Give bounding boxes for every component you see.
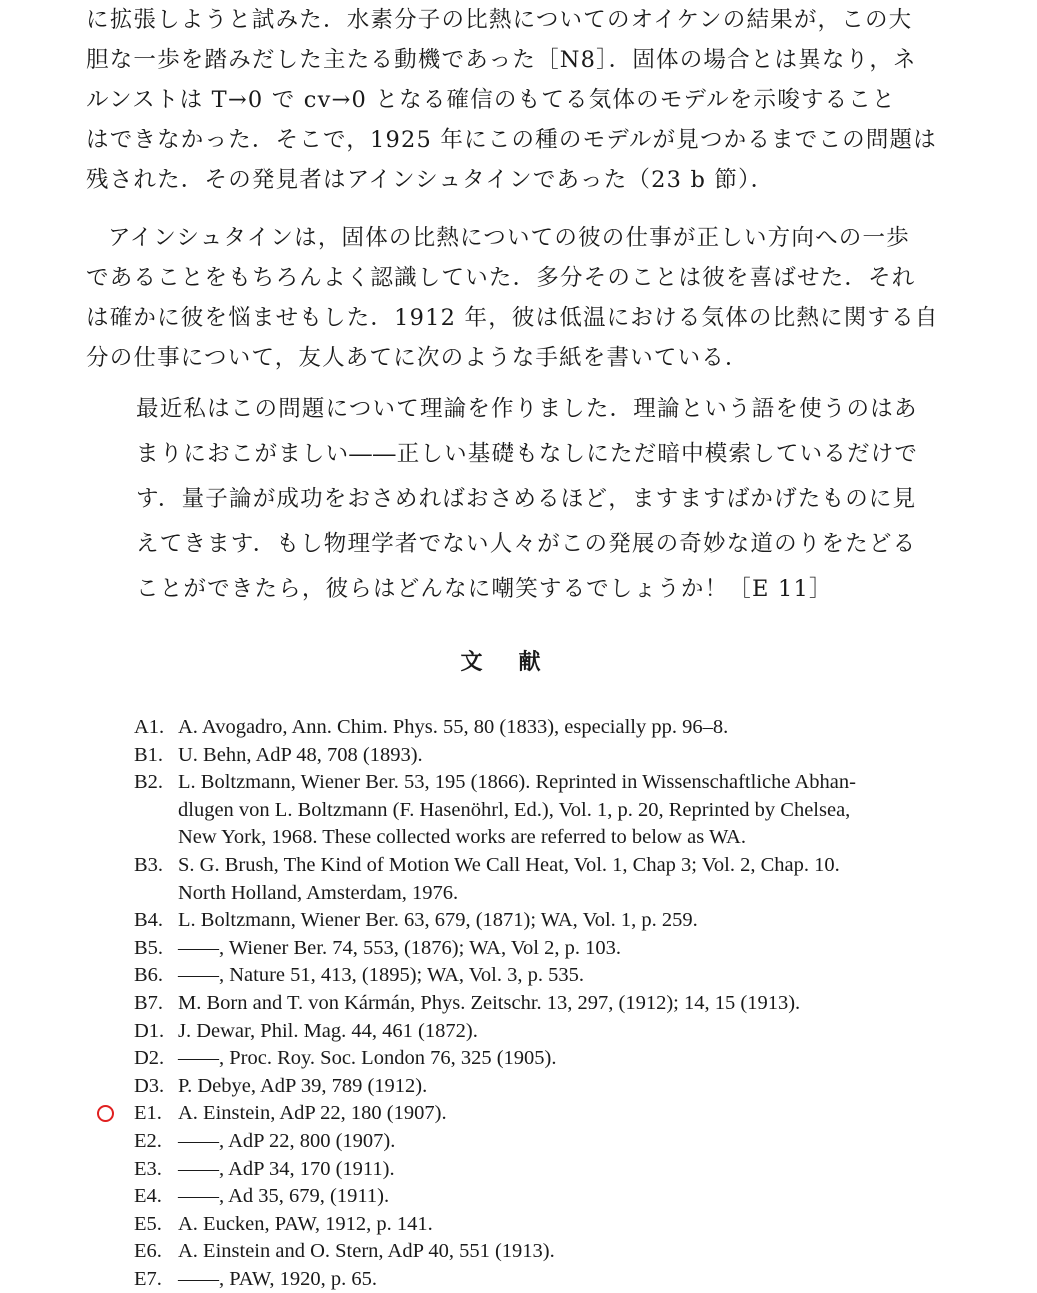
reference-line: P. Debye, AdP 39, 789 (1912). — [178, 1074, 428, 1097]
reference-line: ——, AdP 22, 800 (1907). — [178, 1129, 396, 1152]
reference-line: New York, 1968. These collected works are referred to below as WA. — [178, 826, 746, 849]
reference-line: J. Dewar, Phil. Mag. 44, 461 (1872). — [178, 1019, 478, 1042]
reference-item — [134, 1018, 954, 1046]
reference-key: B2. — [134, 771, 164, 794]
reference-item — [134, 1211, 954, 1239]
reference-list — [134, 714, 954, 1293]
reference-line: North Holland, Amsterdam, 1976. — [178, 881, 459, 904]
reference-key: D2. — [134, 1047, 165, 1070]
reference-line: ——, Ad 35, 679, (1911). — [178, 1185, 390, 1208]
reference-item — [134, 935, 954, 963]
reference-key: D3. — [134, 1074, 165, 1097]
reference-text — [178, 1156, 954, 1184]
reference-item — [134, 1045, 954, 1073]
reference-item — [134, 1156, 954, 1184]
reference-item — [134, 1100, 954, 1128]
reference-key: B6. — [134, 964, 164, 987]
reference-text — [178, 935, 954, 963]
reference-item — [134, 714, 954, 742]
reference-key: B3. — [134, 853, 164, 876]
reference-line: ——, Wiener Ber. 74, 553, (1876); WA, Vol 2, p. 103. — [178, 936, 621, 959]
reference-text — [178, 1128, 954, 1156]
quote-line: す．量子論が成功をおさめればおさめるほど，ますますばかげたものに見 — [136, 486, 917, 512]
section-heading-references: 文献 — [460, 650, 577, 675]
text-line: ルンストは T→0 で cv→0 となる確信のもてる気体のモデルを示唆すること — [86, 87, 896, 113]
reference-line: ——, PAW, 1920, p. 65. — [178, 1267, 378, 1290]
reference-item — [134, 1073, 954, 1101]
reference-line: L. Boltzmann, Wiener Ber. 53, 195 (1866). Reprinted in Wissenschaftliche Abhan- — [178, 771, 856, 794]
reference-text — [178, 1100, 954, 1128]
text-line: 残された．その発見者はアインシュタインであった（23 b 節）． — [86, 167, 775, 193]
reference-line: U. Behn, AdP 48, 708 (1893). — [178, 743, 423, 766]
reference-item — [134, 1266, 954, 1293]
reference-text — [178, 742, 954, 770]
reference-text — [178, 1183, 954, 1211]
paragraph-intro — [86, 0, 956, 200]
reference-key: B7. — [134, 991, 164, 1014]
reference-text — [178, 990, 954, 1018]
reference-key: E3. — [134, 1157, 162, 1180]
reference-key: E5. — [134, 1212, 162, 1235]
text-line: アインシュタインは，固体の比熱についての彼の仕事が正しい方向への一歩 — [108, 225, 910, 251]
reference-text — [178, 1238, 954, 1266]
reference-item — [134, 742, 954, 770]
reference-key: D1. — [134, 1019, 165, 1042]
reference-text — [178, 769, 954, 852]
reference-item — [134, 769, 954, 852]
reference-text — [178, 1266, 954, 1293]
reference-item — [134, 962, 954, 990]
reference-line: A. Eucken, PAW, 1912, p. 141. — [178, 1212, 433, 1235]
red-circle-marker — [97, 1105, 114, 1122]
reference-item — [134, 990, 954, 1018]
text-line: 分の仕事について，友人あてに次のような手紙を書いている． — [86, 345, 749, 371]
reference-text — [178, 852, 954, 907]
reference-item — [134, 907, 954, 935]
text-line: は確かに彼を悩ませもした．1912 年，彼は低温における気体の比熱に関する自 — [86, 305, 939, 331]
text-line: はできなかった．そこで，1925 年にこの種のモデルが見つかるまでこの問題は — [86, 127, 937, 153]
reference-line: L. Boltzmann, Wiener Ber. 63, 679, (1871); WA, Vol. 1, p. 259. — [178, 909, 698, 932]
reference-key: E1. — [134, 1102, 162, 1125]
reference-text — [178, 714, 954, 742]
quote-line: ことができたら，彼らはどんなに嘲笑するでしょうか！［E 11］ — [136, 576, 833, 602]
reference-line: ——, Nature 51, 413, (1895); WA, Vol. 3, p. 535. — [178, 964, 584, 987]
reference-key: E2. — [134, 1129, 162, 1152]
reference-item — [134, 1238, 954, 1266]
paragraph-einstein — [86, 218, 956, 378]
reference-key: B5. — [134, 936, 164, 959]
block-quote — [136, 387, 956, 612]
reference-key: A1. — [134, 716, 165, 738]
reference-key: E6. — [134, 1240, 162, 1263]
reference-line: M. Born and T. von Kármán, Phys. Zeitschr. 13, 297, (1912); 14, 15 (1913). — [178, 991, 801, 1014]
reference-key: E7. — [134, 1267, 162, 1290]
reference-text — [178, 1045, 954, 1073]
text-line: 胆な一歩を踏みだした主たる動機であった［N8］．固体の場合とは異なり，ネ — [86, 47, 917, 73]
reference-line: dlugen von L. Boltzmann (F. Hasenöhrl, Ed.), Vol. 1, p. 20, Reprinted by Chelsea, — [178, 798, 851, 821]
quote-line: まりにおこがましい――正しい基礎もなしにただ暗中模索しているだけで — [136, 441, 919, 467]
reference-line: ——, AdP 34, 170 (1911). — [178, 1157, 395, 1180]
reference-text — [178, 1018, 954, 1046]
reference-text — [178, 907, 954, 935]
reference-text — [178, 1073, 954, 1101]
reference-line: S. G. Brush, The Kind of Motion We Call Heat, Vol. 1, Chap 3; Vol. 2, Chap. 10. — [178, 853, 840, 876]
quote-line: 最近私はこの問題について理論を作りました．理論という語を使うのはあ — [136, 396, 918, 422]
reference-line: A. Einstein and O. Stern, AdP 40, 551 (1913). — [178, 1240, 555, 1263]
reference-text — [178, 1211, 954, 1239]
text-line: に拡張しようと試みた．水素分子の比熱についてのオイケンの結果が，この大 — [86, 7, 913, 33]
reference-key: B1. — [134, 743, 164, 766]
reference-key: E4. — [134, 1185, 162, 1208]
reference-item — [134, 1183, 954, 1211]
reference-item — [134, 1128, 954, 1156]
reference-line: A. Avogadro, Ann. Chim. Phys. 55, 80 (1833), especially pp. 96–8. — [178, 716, 729, 738]
reference-line: ——, Proc. Roy. Soc. London 76, 325 (1905). — [178, 1047, 557, 1070]
reference-key: B4. — [134, 909, 164, 932]
reference-line: A. Einstein, AdP 22, 180 (1907). — [178, 1102, 447, 1125]
reference-item — [134, 852, 954, 907]
reference-text — [178, 962, 954, 990]
quote-line: えてきます．もし物理学者でない人々がこの発展の奇妙な道のりをたどる — [136, 531, 917, 557]
text-line: であることをもちろんよく認識していた．多分そのことは彼を喜ばせた．それ — [86, 265, 916, 291]
